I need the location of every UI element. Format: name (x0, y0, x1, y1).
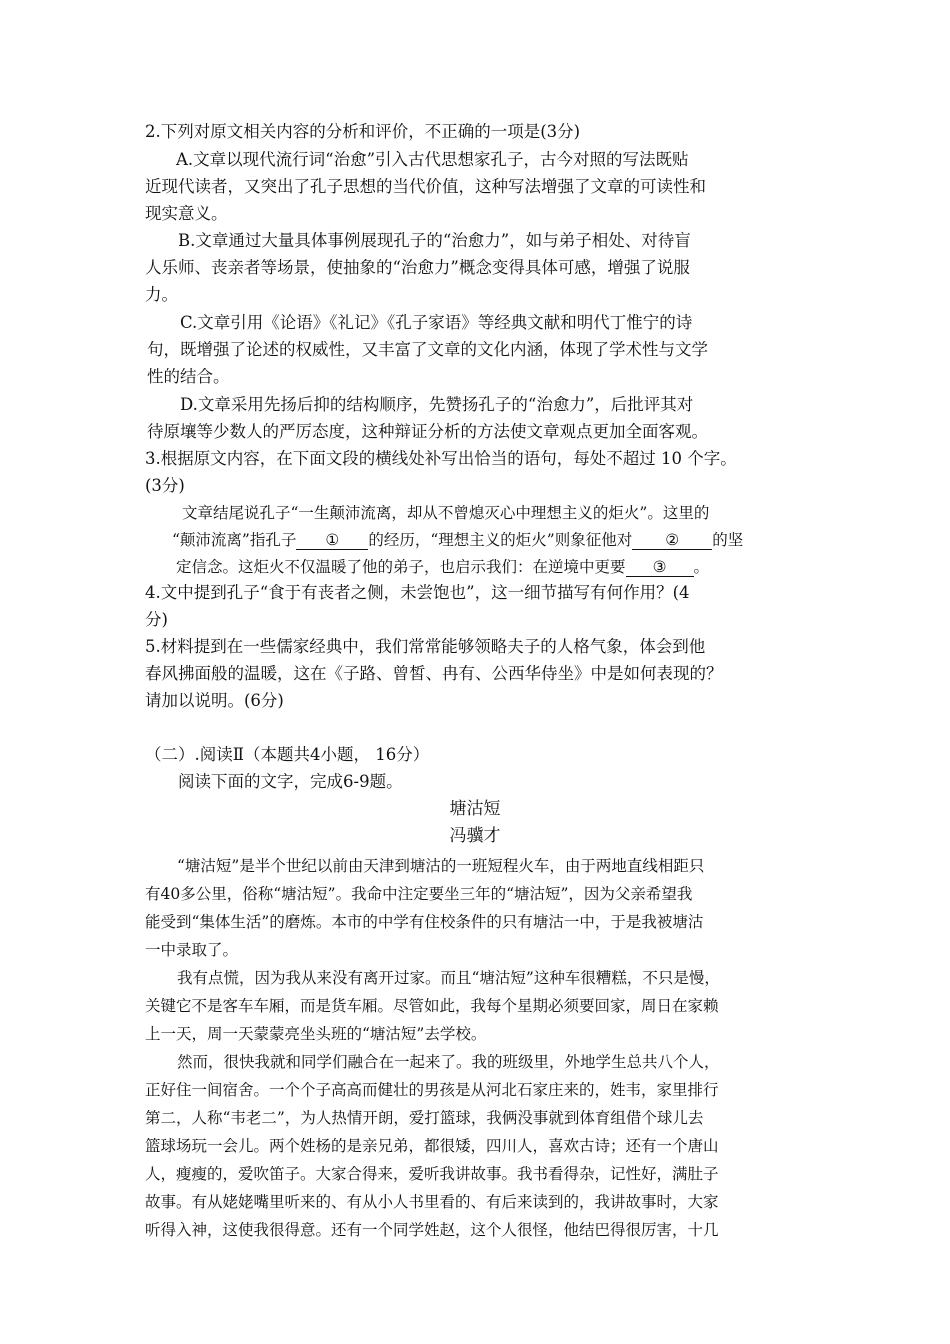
story-title: 塘沽短 (449, 799, 501, 819)
q3-text: “颠沛流离”指孔子 (172, 531, 297, 549)
section-instruction: 阅读下面的文字，完成6-9题。 (178, 772, 403, 791)
q2-option-c-line: C.文章引用《论语》《礼记》《孔子家语》等经典文献和明代丁惟宁的诗 (180, 313, 693, 332)
q4-stem: 4.文中提到孔子“食于有丧者之侧，未尝饱也”，这一细节描写有何作用？(4 (145, 583, 690, 602)
q3-text: 的坚 (712, 531, 744, 549)
q2-option-a-line: 近现代读者，又突出了孔子思想的当代价值，这种写法增强了文章的可读性和 (145, 177, 706, 196)
q2-option-b-line: B.文章通过大量具体事例展现孔子的“治愈力”，如与弟子相处、对待盲 (178, 231, 691, 250)
q3-blank-1[interactable]: ① (296, 531, 368, 550)
q2-option-c-line: 性的结合。 (147, 367, 230, 386)
story-line: 篮球场玩一会儿。两个姓杨的是亲兄弟，都很矮，四川人，喜欢古诗；还有一个唐山 (145, 1137, 719, 1155)
q3-stem-points: (3分) (145, 476, 185, 495)
q2-option-d-line: D.文章采用先扬后抑的结构顺序，先赞扬孔子的“治愈力”，后批评其对 (180, 395, 694, 414)
story-line: 有40多公里，俗称“塘沽短”。我命中注定要坐三年的“塘沽短”，因为父亲希望我 (145, 885, 693, 903)
q3-text: 的经历，“理想主义的炬火”则象征他对 (368, 531, 633, 549)
q3-passage-line (172, 530, 743, 550)
q2-option-b-line: 力。 (145, 285, 178, 304)
story-line: 第二，人称“韦老二”，为人热情开朗，爱打篮球，我俩没事就到体育组借个球儿去 (145, 1109, 704, 1127)
q3-blank-2[interactable]: ② (632, 531, 712, 550)
q3-stem: 3.根据原文内容，在下面文段的横线处补写出恰当的语句，每处不超过 10 个字。 (145, 449, 737, 468)
story-line: 正好住一间宿舍。一个个子高高而健壮的男孩是从河北石家庄来的，姓韦，家里排行 (145, 1081, 719, 1099)
q2-option-d-line: 待原壤等少数人的严厉态度，这种辩证分析的方法使文章观点更加全面客观。 (147, 422, 708, 441)
q2-option-a-line: 现实意义。 (145, 204, 228, 223)
q3-passage-line (176, 557, 709, 577)
story-line: 关键它不是客车车厢，而是货车厢。尽管如此，我每个星期必须要回家，周日在家赖 (145, 997, 719, 1015)
q2-stem: 2.下列对原文相关内容的分析和评价，不正确的一项是(3分) (145, 122, 581, 141)
story-line: 然而，很快我就和同学们融合在一起来了。我的班级里，外地学生总共八个人， (177, 1053, 720, 1071)
q4-stem: 分) (145, 610, 168, 629)
story-author: 冯骥才 (449, 826, 501, 846)
story-line: 听得入神，这使我很得意。还有一个同学姓赵，这个人很怪，他结巴得很厉害，十几 (145, 1221, 719, 1239)
q5-stem: 请加以说明。(6分) (145, 691, 284, 710)
story-line: 我有点慌，因为我从来没有离开过家。而且“塘沽短”这种车很糟糕，不只是慢， (177, 969, 720, 987)
story-line: 上一天，周一天蒙蒙亮坐头班的“塘沽短”去学校。 (145, 1025, 487, 1043)
q3-blank-3[interactable]: ③ (626, 558, 694, 577)
q3-text: 定信念。这炬火不仅温暖了他的弟子，也启示我们：在逆境中更要 (176, 558, 626, 576)
q2-option-b-line: 人乐师、丧亲者等场景，使抽象的“治愈力”概念变得具体可感，增强了说服 (145, 258, 690, 277)
q3-text: 。 (693, 558, 710, 576)
q2-option-a-line: A.文章以现代流行词“治愈”引入古代思想家孔子，古今对照的写法既贴 (176, 150, 689, 169)
story-line: 故事。有从姥姥嘴里听来的、有从小人书里看的、有后来读到的，我讲故事时，大家 (145, 1193, 719, 1211)
q5-stem: 春风拂面般的温暖，这在《子路、曾皙、冉有、公西华侍坐》中是如何表现的？ (145, 664, 723, 683)
q3-passage-line: 文章结尾说孔子“一生颠沛流离，却从不曾熄灭心中理想主义的炬火”。这里的 (182, 504, 710, 522)
story-line: “塘沽短”是半个世纪以前由天津到塘沽的一班短程火车，由于两地直线相距只 (177, 857, 705, 875)
section-heading: （二）.阅读Ⅱ（本题共4小题， 16分） (145, 745, 430, 764)
story-line: 能受到“集体生活”的磨炼。本市的中学有住校条件的只有塘沽一中，于是我被塘沽 (145, 913, 704, 931)
story-line: 人，瘦瘦的，爱吹笛子。大家合得来，爱听我讲故事。我书看得杂，记性好，满肚子 (145, 1165, 719, 1183)
q2-option-c-line: 句，既增强了论述的权威性，又丰富了文章的文化内涵，体现了学术性与文学 (147, 340, 708, 359)
q5-stem: 5.材料提到在一些儒家经典中，我们常常能够领略夫子的人格气象，体会到他 (145, 637, 706, 656)
story-line: 一中录取了。 (145, 941, 239, 959)
